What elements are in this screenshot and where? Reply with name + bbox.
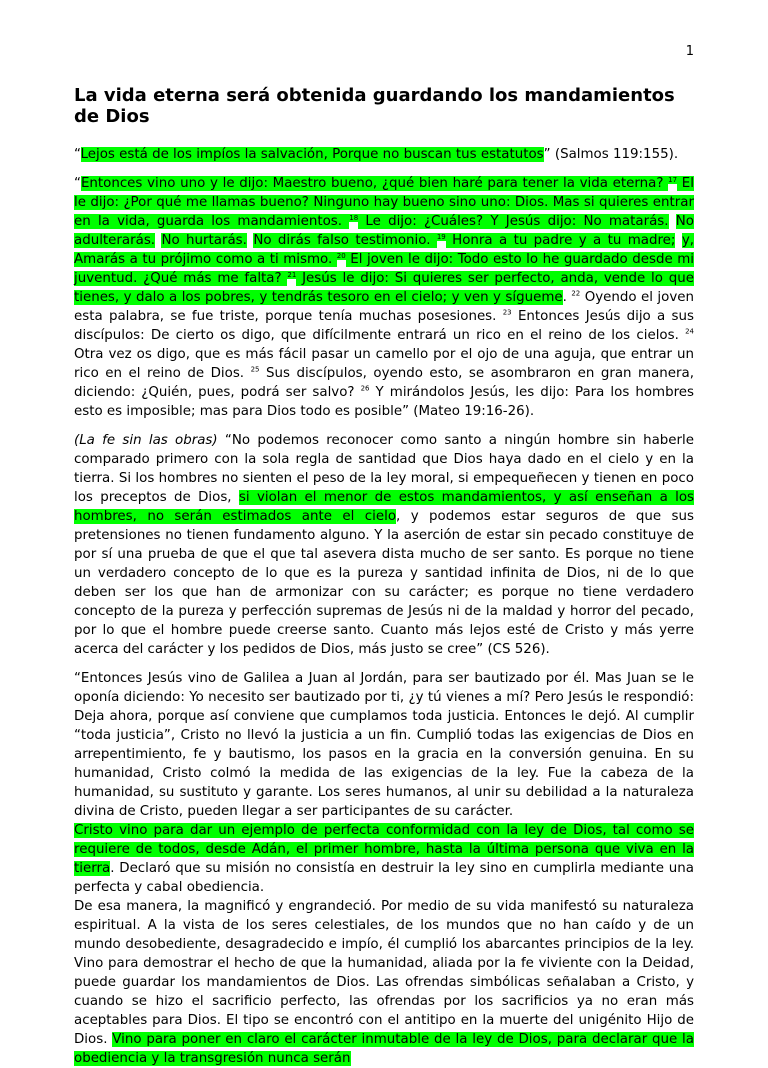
text-run: ” (Salmos 119:155). [543, 147, 679, 162]
verse-number: 20 [336, 251, 346, 260]
text-run: Oyendo el joven esta palabra, se fue triste, porque tenía muchas posesiones. [74, 290, 694, 324]
document-body [74, 145, 694, 1068]
highlighted-text: Lejos está de los impíos la salvación, Porque no buscan tus estatutos [80, 147, 544, 162]
paragraph [74, 897, 694, 1068]
text-run: . Declaró que su misión no consistía en destruir la ley sino en cumplirla mediante una perfecta y cabal obediencia. [74, 861, 694, 895]
highlighted-text: El joven le dijo: Todo esto lo he guardado desde mi juventud. ¿Qué más me falta? [74, 252, 694, 286]
page-number: 1 [685, 44, 694, 59]
verse-number: 23 [502, 308, 512, 317]
paragraph [74, 174, 694, 421]
verse-number: 22 [571, 289, 581, 298]
highlighted-text: si violan el menor de estos mandamientos, y así enseñan a los hombres, no serán estimados ante el cielo [74, 490, 694, 524]
paragraph [74, 669, 694, 821]
verse-number: 26 [360, 384, 370, 393]
text-run: “Entonces Jesús vino de Galilea a Juan al Jordán, para ser bautizado por él. Mas Juan se le oponía diciendo: Yo necesito ser bautizado por ti, ¿y tú vienes a mí? Pero Jesús le respondió: Deja ahora, porque así conviene que cumplamos toda justicia. Entonces le dejó. Al cumplir “toda justicia”, Cristo no llevó la justicia a un fin. Cumplió todas las exigencias de Dios en arrepentimiento, fe y bautismo, los pasos en la gracia en la conversión genuina. En su humanidad, Cristo colmó la medida de las exigencias de la ley. Fue la cabeza de la humanidad, su sustituto y garante. Los seres humanos, al unir su debilidad a la naturaleza divina de Cristo, pueden llegar a ser participantes de su carácter. [74, 671, 694, 819]
verse-number: 19 [436, 232, 446, 241]
highlighted-text: No adulterarás. [74, 214, 694, 248]
text-run [669, 214, 676, 229]
text-run [675, 233, 681, 248]
text-run: , y podemos estar seguros de que sus pretensiones no tienen fundamento alguno. Y la aserción de estar sin pecado constituye de por sí una prueba de que el que tal asevera dista mucho de ser santo. Es porque no tiene un verdadero concepto de lo que es la pureza y santidad infinita de Dios, ni de lo que deben ser los que han de armonizar con su carácter; es porque no tiene verdadero concepto de la pureza y perfección supremas de Jesús ni de la maldad y horror del pecado, por lo que el hombre puede creerse santo. Cuanto más lejos esté de Cristo y más yerre acerca del carácter y los pedidos de Dios, más justo se cree” (CS 526). [74, 509, 694, 657]
highlighted-text: y, Amarás a tu prójimo como a ti mismo. [74, 233, 694, 267]
highlighted-text: No dirás falso testimonio. [253, 233, 437, 248]
text-run: De esa manera, la magnificó y engrandeció. Por medio de su vida manifestó su naturaleza espiritual. A la vista de los seres celestiales, de los mundos que no han caído y de un mundo desobediente, desagradecido e impío, él cumplió los abarcantes principios de la ley. Vino para demostrar el hecho de que la humanidad, aliada por la fe viviente con la Deidad, puede guardar los mandamientos de Dios. Las ofrendas simbólicas señalaban a Cristo, y cuando se hizo el sacrificio perfecto, las ofrendas por los sacrificios ya no eran más aceptables para Dios. El tipo se encontró con el antitipo en la muerte del unigénito Hijo de Dios. [74, 899, 694, 1047]
verse-number: 17 [668, 175, 678, 184]
highlighted-text: Cristo vino para dar un ejemplo de perfecta conformidad con la ley de Dios, tal como se requiere de todos, desde Adán, el primer hombre, hasta la última persona que viva en la tierra [74, 823, 694, 876]
highlighted-text: No hurtarás. [161, 233, 247, 248]
highlighted-text: Le dijo: ¿Cuáles? Y Jesús dijo: No matarás. [358, 214, 669, 229]
text-run: (La fe sin las obras) [74, 433, 218, 448]
text-run: “No podemos reconocer como santo a ningún hombre sin haberle comparado primero con la sola regla de santidad que Dios haya dado en el cielo y en la tierra. Si los hombres no sienten el peso de la ley moral, si empequeñecen y tienen en poco los preceptos de Dios, [74, 433, 694, 505]
verse-number: 18 [349, 213, 359, 222]
paragraph [74, 431, 694, 659]
verse-number: 24 [685, 327, 694, 336]
text-run: “ [74, 176, 81, 191]
paragraph [74, 145, 694, 164]
text-run: . [562, 290, 572, 305]
paragraph [74, 821, 694, 897]
highlighted-text: Vino para poner en claro el carácter inmutable de la ley de Dios, para declarar que la obediencia y la transgresión nunca serán [74, 1032, 694, 1066]
text-run: Otra vez os digo, que es más fácil pasar un camello por el ojo de una aguja, que entrar un rico en el reino de Dios. [74, 347, 694, 381]
verse-number: 21 [287, 270, 297, 279]
highlighted-text: El le dijo: ¿Por qué me llamas bueno? Ninguno hay bueno sino uno: Dios. Mas si quieres entrar en la vida, guarda los mandamientos. [74, 176, 694, 229]
highlighted-text: Entonces vino uno y le dijo: Maestro bueno, ¿qué bien haré para tener la vida eterna? [80, 176, 669, 191]
text-run: “ [74, 147, 81, 162]
text-run: Sus discípulos, oyendo esto, se asombraron en gran manera, diciendo: ¿Quién, pues, podrá ser salvo? [74, 366, 694, 400]
text-run: Y mirándolos Jesús, les dijo: Para los hombres esto es imposible; mas para Dios todo es posible” (Mateo 19:16-26). [74, 385, 694, 419]
highlighted-text: Honra a tu padre y a tu madre; [445, 233, 676, 248]
text-run: Entonces Jesús dijo a sus discípulos: De cierto os digo, que difícilmente entrará un rico en el reino de los cielos. [74, 309, 694, 343]
verse-number: 25 [250, 365, 260, 374]
highlighted-text: Jesús le dijo: Si quieres ser perfecto, anda, vende lo que tienes, y dalo a los pobres, y tendrás tesoro en el cielo; y ven y sígueme [74, 271, 694, 305]
document-title: La vida eterna será obtenida guardando los mandamientos de Dios [74, 85, 675, 127]
